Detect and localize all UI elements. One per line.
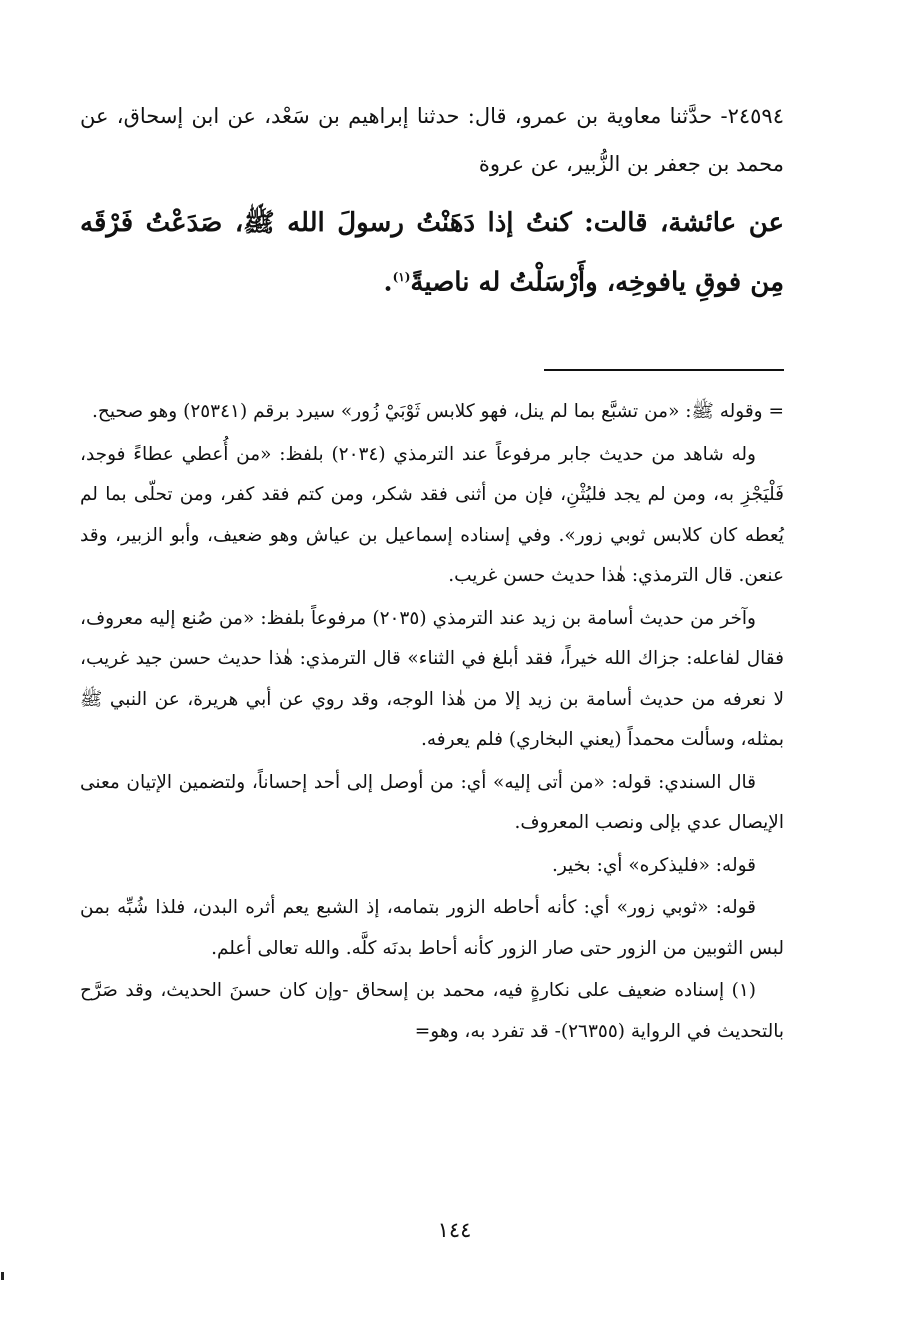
footnote-paragraph: وله شاهد من حديث جابر مرفوعاً عند الترمذي (٢٠٣٤) بلفظ: «من أُعطي عطاءً فوجد، فَلْيَجْزِ به، ومن لم يجد فليُثْنِ، فإن من أثنى فقد شكر، ومن كتم فقد كفر، ومن تحلّى بما لم يُعطه كان كلابس ثوبي زور». وفي إسناده إسماعيل بن عياش وهو ضعيف، وأبو الزبير، وقد عنعن. قال الترمذي: هٰذا حديث حسن غريب. <box>80 443 784 586</box>
footnote-paragraph: قال السندي: قوله: «من أتى إليه» أي: من أوصل إلى أحد إحساناً، ولتضمين الإتيان معنى الإيصال عدي بإلى ونصب المعروف. <box>80 771 784 833</box>
scan-edge-mark <box>1 1272 4 1280</box>
hadith-matn <box>80 196 784 310</box>
footnote-separator <box>544 369 784 371</box>
footnote-paragraph: (١) إسناده ضعيف على نكارةٍ فيه، محمد بن إسحاق -وإن كان حسنَ الحديث، وقد صَرَّح بالتحديث في الرواية (٢٦٣٥٥)- قد تفرد به، وهو= <box>80 980 784 1042</box>
matn-end: . <box>383 267 393 298</box>
main-text <box>80 92 784 310</box>
footnotes <box>80 392 784 1054</box>
matn-text: عن عائشة، قالت: كنتُ إذا دَهَنْتُ رسولَ الله ﷺ، صَدَعْتُ فَرْقَه مِن فوقِ يافوخِه، وأَرْسَلْتُ له ناصيةً <box>80 208 784 298</box>
footnote-marker: (١) <box>392 270 411 284</box>
footnote-paragraph: وآخر من حديث أسامة بن زيد عند الترمذي (٢٠٣٥) مرفوعاً بلفظ: «من صُنع إليه معروف، فقال لفاعله: جزاك الله خيراً، فقد أبلغ في الثناء» قال الترمذي: هٰذا حديث حسن جيد غريب، لا نعرفه من حديث أسامة بن زيد إلا من هٰذا الوجه، وقد روي عن أبي هريرة، عن النبي ﷺ بمثله، وسألت محمداً (يعني البخاري) فلم يعرفه. <box>80 607 784 750</box>
footnote-paragraph: قوله: «ثوبي زور» أي: كأنه أحاطه الزور بتمامه، إذ الشبع يعم أثره البدن، فلذا شُبِّه بمن لبس الثوبين من الزور حتى صار الزور كأنه أحاط بدنَه كلَّه. والله تعالى أعلم. <box>80 897 784 959</box>
page-number: ١٤٤ <box>437 1218 472 1242</box>
footnote-paragraph: = وقوله ﷺ: «من تشبَّع بما لم ينل، فهو كلابس ثَوْبَيْ زُور» سيرد برقم (٢٥٣٤١) وهو صحيح. <box>92 401 784 422</box>
footnote-paragraph: قوله: «فليذكره» أي: بخير. <box>551 854 756 876</box>
hadith-isnad: ٢٤٥٩٤- حدَّثنا معاوية بن عمرو، قال: حدثنا إبراهيم بن سَعْد، عن ابن إسحاق، عن محمد بن جعفر بن الزُّبير، عن عروة <box>80 104 784 176</box>
